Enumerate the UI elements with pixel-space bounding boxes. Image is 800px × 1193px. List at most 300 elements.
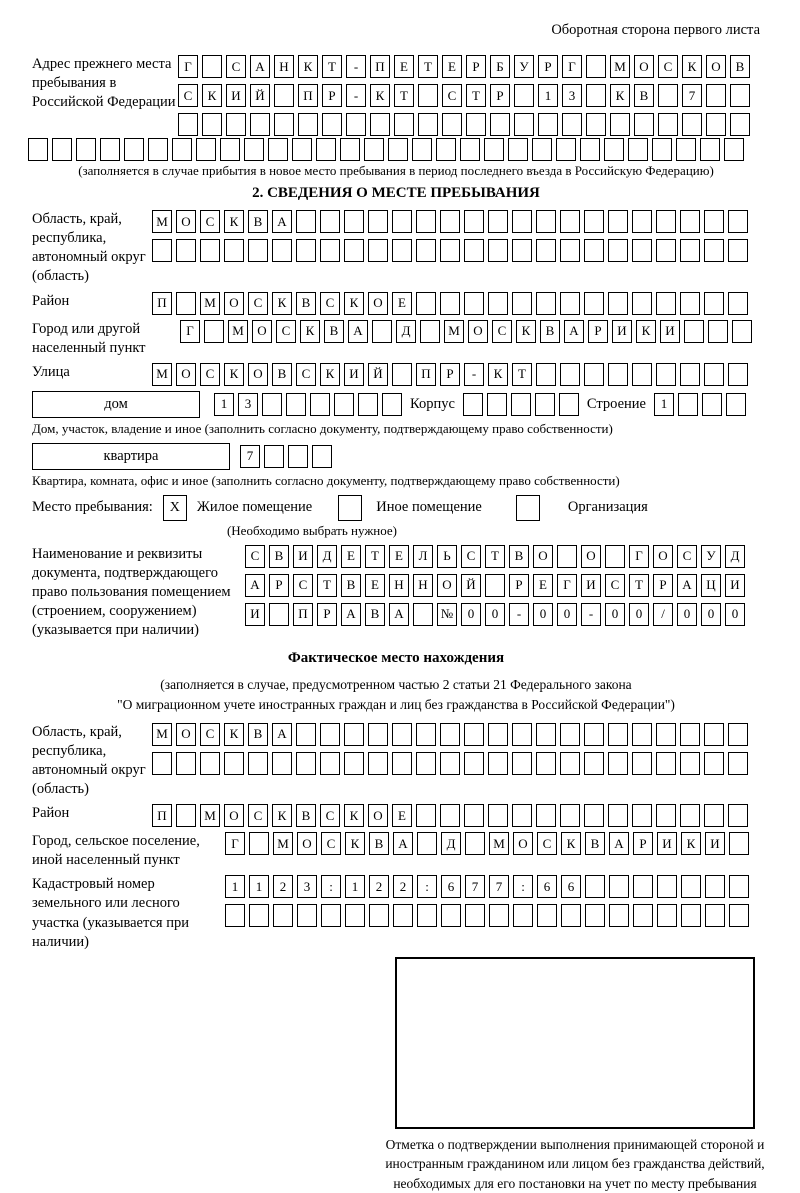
char-box[interactable] (368, 210, 388, 233)
char-box[interactable]: И (344, 363, 364, 386)
char-box[interactable] (560, 239, 580, 262)
char-box[interactable]: Д (725, 545, 745, 568)
char-box[interactable] (656, 804, 676, 827)
other-premises-checkbox[interactable] (338, 495, 362, 521)
char-box[interactable] (536, 752, 556, 775)
char-box[interactable]: - (346, 55, 366, 78)
char-box[interactable] (512, 292, 532, 315)
char-box[interactable]: А (272, 723, 292, 746)
char-box[interactable]: 2 (393, 875, 413, 898)
char-box[interactable]: 1 (249, 875, 269, 898)
char-box[interactable]: Р (322, 84, 342, 107)
char-box[interactable] (272, 752, 292, 775)
char-box[interactable] (392, 723, 412, 746)
char-box[interactable] (346, 113, 366, 136)
char-box[interactable] (441, 904, 461, 927)
char-box[interactable] (76, 138, 96, 161)
cadastre-row-2[interactable] (225, 904, 749, 927)
char-box[interactable]: О (437, 574, 457, 597)
char-box[interactable] (538, 113, 558, 136)
char-box[interactable] (512, 723, 532, 746)
char-box[interactable] (274, 113, 294, 136)
char-box[interactable] (657, 904, 677, 927)
char-box[interactable] (440, 210, 460, 233)
char-box[interactable] (562, 113, 582, 136)
char-box[interactable] (249, 904, 269, 927)
actual-region-row-2[interactable] (152, 752, 748, 775)
char-box[interactable] (632, 363, 652, 386)
char-box[interactable] (610, 113, 630, 136)
char-box[interactable]: С (321, 832, 341, 855)
char-box[interactable]: Т (317, 574, 337, 597)
char-box[interactable]: С (320, 804, 340, 827)
char-box[interactable] (420, 320, 440, 343)
char-box[interactable] (464, 239, 484, 262)
char-box[interactable]: Й (461, 574, 481, 597)
char-box[interactable] (344, 752, 364, 775)
char-box[interactable]: С (200, 723, 220, 746)
char-box[interactable]: П (416, 363, 436, 386)
char-box[interactable] (512, 210, 532, 233)
char-box[interactable]: О (533, 545, 553, 568)
char-box[interactable] (704, 363, 724, 386)
char-box[interactable]: И (293, 545, 313, 568)
char-box[interactable]: Т (485, 545, 505, 568)
char-box[interactable] (418, 84, 438, 107)
char-box[interactable] (176, 292, 196, 315)
char-box[interactable] (680, 210, 700, 233)
char-box[interactable] (465, 904, 485, 927)
char-box[interactable] (442, 113, 462, 136)
char-box[interactable]: Ц (701, 574, 721, 597)
char-box[interactable] (250, 113, 270, 136)
char-box[interactable] (561, 904, 581, 927)
cadastre-row-1[interactable] (225, 875, 749, 898)
residential-checkbox[interactable]: X (163, 495, 187, 521)
char-box[interactable]: 7 (489, 875, 509, 898)
char-box[interactable] (268, 138, 288, 161)
char-box[interactable] (536, 292, 556, 315)
char-box[interactable]: С (492, 320, 512, 343)
char-box[interactable] (678, 393, 698, 416)
char-box[interactable]: Т (418, 55, 438, 78)
char-box[interactable]: Д (317, 545, 337, 568)
char-box[interactable]: 1 (214, 393, 234, 416)
char-box[interactable] (226, 113, 246, 136)
char-box[interactable] (700, 138, 720, 161)
char-box[interactable]: В (540, 320, 560, 343)
prev-address-row-2[interactable] (178, 84, 750, 107)
char-box[interactable]: / (653, 603, 673, 626)
char-box[interactable]: А (348, 320, 368, 343)
char-box[interactable] (704, 723, 724, 746)
char-box[interactable]: С (537, 832, 557, 855)
char-box[interactable] (604, 138, 624, 161)
char-box[interactable] (340, 138, 360, 161)
region-row-2[interactable] (152, 239, 748, 262)
char-box[interactable]: Е (389, 545, 409, 568)
char-box[interactable] (680, 804, 700, 827)
char-box[interactable] (728, 210, 748, 233)
char-box[interactable] (512, 752, 532, 775)
char-box[interactable] (488, 752, 508, 775)
char-box[interactable]: 1 (654, 393, 674, 416)
char-box[interactable] (345, 904, 365, 927)
char-box[interactable] (681, 875, 701, 898)
char-box[interactable]: - (464, 363, 484, 386)
char-box[interactable]: И (226, 84, 246, 107)
char-box[interactable] (320, 210, 340, 233)
char-box[interactable] (286, 393, 306, 416)
char-box[interactable]: Т (394, 84, 414, 107)
char-box[interactable]: А (609, 832, 629, 855)
char-box[interactable]: О (252, 320, 272, 343)
char-box[interactable] (584, 752, 604, 775)
char-box[interactable] (536, 239, 556, 262)
char-box[interactable]: Н (389, 574, 409, 597)
char-box[interactable]: Д (396, 320, 416, 343)
char-box[interactable]: - (509, 603, 529, 626)
char-box[interactable]: С (658, 55, 678, 78)
char-box[interactable]: В (248, 210, 268, 233)
char-box[interactable] (560, 363, 580, 386)
char-box[interactable]: Е (341, 545, 361, 568)
char-box[interactable]: Г (225, 832, 245, 855)
char-box[interactable]: С (200, 363, 220, 386)
char-box[interactable] (512, 239, 532, 262)
char-box[interactable] (585, 875, 605, 898)
char-box[interactable]: О (634, 55, 654, 78)
char-box[interactable] (728, 239, 748, 262)
char-box[interactable]: Т (322, 55, 342, 78)
char-box[interactable]: 1 (345, 875, 365, 898)
char-box[interactable] (316, 138, 336, 161)
char-box[interactable] (508, 138, 528, 161)
char-box[interactable]: П (152, 292, 172, 315)
char-box[interactable]: В (296, 804, 316, 827)
char-box[interactable] (220, 138, 240, 161)
char-box[interactable]: Е (533, 574, 553, 597)
char-box[interactable]: П (370, 55, 390, 78)
char-box[interactable] (560, 804, 580, 827)
char-box[interactable]: Р (633, 832, 653, 855)
char-box[interactable]: К (345, 832, 365, 855)
char-box[interactable]: Е (365, 574, 385, 597)
char-box[interactable] (200, 239, 220, 262)
char-box[interactable] (628, 138, 648, 161)
char-box[interactable]: В (369, 832, 389, 855)
char-box[interactable] (436, 138, 456, 161)
char-box[interactable] (586, 113, 606, 136)
char-box[interactable] (608, 723, 628, 746)
char-box[interactable]: В (730, 55, 750, 78)
char-box[interactable] (416, 292, 436, 315)
char-box[interactable] (514, 113, 534, 136)
char-box[interactable] (657, 875, 677, 898)
char-box[interactable]: С (245, 545, 265, 568)
char-box[interactable] (320, 239, 340, 262)
char-box[interactable] (608, 239, 628, 262)
char-box[interactable]: Р (466, 55, 486, 78)
char-box[interactable]: К (561, 832, 581, 855)
char-box[interactable] (292, 138, 312, 161)
char-box[interactable] (264, 445, 284, 468)
char-box[interactable] (273, 904, 293, 927)
char-box[interactable] (440, 292, 460, 315)
char-box[interactable]: Р (653, 574, 673, 597)
char-box[interactable]: 7 (240, 445, 260, 468)
char-box[interactable]: М (610, 55, 630, 78)
char-box[interactable] (274, 84, 294, 107)
char-box[interactable] (322, 113, 342, 136)
char-box[interactable] (418, 113, 438, 136)
char-box[interactable] (728, 752, 748, 775)
char-box[interactable]: В (365, 603, 385, 626)
char-box[interactable]: Н (274, 55, 294, 78)
char-box[interactable] (416, 210, 436, 233)
char-box[interactable]: 0 (533, 603, 553, 626)
char-box[interactable]: 6 (537, 875, 557, 898)
char-box[interactable] (514, 84, 534, 107)
char-box[interactable] (680, 723, 700, 746)
char-box[interactable] (394, 113, 414, 136)
char-box[interactable]: 3 (238, 393, 258, 416)
char-box[interactable] (296, 210, 316, 233)
char-box[interactable] (488, 292, 508, 315)
char-box[interactable] (560, 752, 580, 775)
char-box[interactable]: С (248, 292, 268, 315)
char-box[interactable]: О (176, 210, 196, 233)
char-box[interactable]: 0 (557, 603, 577, 626)
char-box[interactable] (586, 84, 606, 107)
char-box[interactable]: 0 (605, 603, 625, 626)
apartment-cells[interactable] (240, 445, 332, 468)
char-box[interactable]: А (250, 55, 270, 78)
char-box[interactable] (536, 804, 556, 827)
char-box[interactable] (608, 210, 628, 233)
char-box[interactable] (52, 138, 72, 161)
char-box[interactable]: А (677, 574, 697, 597)
prev-address-row-4[interactable] (28, 138, 760, 161)
char-box[interactable] (632, 292, 652, 315)
char-box[interactable]: 7 (682, 84, 702, 107)
char-box[interactable]: И (612, 320, 632, 343)
char-box[interactable]: 3 (562, 84, 582, 107)
char-box[interactable]: А (389, 603, 409, 626)
char-box[interactable]: С (248, 804, 268, 827)
char-box[interactable] (656, 239, 676, 262)
char-box[interactable]: М (444, 320, 464, 343)
char-box[interactable]: Р (588, 320, 608, 343)
char-box[interactable]: О (368, 292, 388, 315)
char-box[interactable] (728, 723, 748, 746)
char-box[interactable] (658, 113, 678, 136)
char-box[interactable]: Г (629, 545, 649, 568)
char-box[interactable]: О (176, 363, 196, 386)
char-box[interactable]: 2 (369, 875, 389, 898)
prev-address-row-3[interactable] (178, 113, 750, 136)
char-box[interactable] (202, 55, 222, 78)
char-box[interactable] (658, 84, 678, 107)
char-box[interactable]: И (657, 832, 677, 855)
char-box[interactable] (580, 138, 600, 161)
char-box[interactable]: Р (509, 574, 529, 597)
char-box[interactable] (726, 393, 746, 416)
char-box[interactable] (204, 320, 224, 343)
char-box[interactable]: : (513, 875, 533, 898)
char-box[interactable] (368, 239, 388, 262)
char-box[interactable]: - (581, 603, 601, 626)
document-row-3[interactable] (245, 603, 745, 626)
char-box[interactable] (296, 239, 316, 262)
char-box[interactable] (310, 393, 330, 416)
char-box[interactable] (372, 320, 392, 343)
char-box[interactable]: П (293, 603, 313, 626)
char-box[interactable] (732, 320, 752, 343)
char-box[interactable] (608, 363, 628, 386)
char-box[interactable] (704, 752, 724, 775)
char-box[interactable] (605, 545, 625, 568)
char-box[interactable] (584, 723, 604, 746)
char-box[interactable] (485, 574, 505, 597)
char-box[interactable] (368, 752, 388, 775)
char-box[interactable]: Р (269, 574, 289, 597)
char-box[interactable]: С (178, 84, 198, 107)
char-box[interactable] (656, 723, 676, 746)
char-box[interactable]: Й (250, 84, 270, 107)
char-box[interactable]: М (200, 804, 220, 827)
char-box[interactable] (224, 752, 244, 775)
char-box[interactable] (392, 752, 412, 775)
char-box[interactable] (705, 875, 725, 898)
char-box[interactable] (368, 723, 388, 746)
district-row[interactable] (152, 292, 748, 315)
char-box[interactable] (320, 723, 340, 746)
char-box[interactable]: К (224, 363, 244, 386)
char-box[interactable]: В (248, 723, 268, 746)
char-box[interactable]: Ь (437, 545, 457, 568)
char-box[interactable] (370, 113, 390, 136)
char-box[interactable] (556, 138, 576, 161)
char-box[interactable] (728, 363, 748, 386)
char-box[interactable] (417, 904, 437, 927)
city-row[interactable] (180, 320, 752, 343)
char-box[interactable] (393, 904, 413, 927)
char-box[interactable]: К (682, 55, 702, 78)
char-box[interactable] (334, 393, 354, 416)
char-box[interactable] (412, 138, 432, 161)
char-box[interactable] (176, 752, 196, 775)
char-box[interactable]: А (341, 603, 361, 626)
char-box[interactable]: О (653, 545, 673, 568)
char-box[interactable]: С (605, 574, 625, 597)
char-box[interactable]: В (341, 574, 361, 597)
char-box[interactable]: С (226, 55, 246, 78)
char-box[interactable] (392, 363, 412, 386)
char-box[interactable] (369, 904, 389, 927)
char-box[interactable] (680, 292, 700, 315)
char-box[interactable] (466, 113, 486, 136)
char-box[interactable]: О (297, 832, 317, 855)
char-box[interactable] (176, 239, 196, 262)
char-box[interactable] (244, 138, 264, 161)
char-box[interactable] (633, 904, 653, 927)
char-box[interactable] (488, 210, 508, 233)
region-row-1[interactable] (152, 210, 748, 233)
char-box[interactable]: Р (490, 84, 510, 107)
char-box[interactable]: К (488, 363, 508, 386)
char-box[interactable]: С (293, 574, 313, 597)
char-box[interactable] (248, 239, 268, 262)
char-box[interactable]: Р (440, 363, 460, 386)
char-box[interactable] (487, 393, 507, 416)
char-box[interactable] (584, 804, 604, 827)
char-box[interactable] (704, 210, 724, 233)
char-box[interactable]: 7 (465, 875, 485, 898)
char-box[interactable]: К (344, 804, 364, 827)
char-box[interactable]: Г (557, 574, 577, 597)
char-box[interactable]: М (152, 723, 172, 746)
char-box[interactable]: Г (562, 55, 582, 78)
char-box[interactable]: : (321, 875, 341, 898)
char-box[interactable] (728, 292, 748, 315)
char-box[interactable] (634, 113, 654, 136)
char-box[interactable]: С (320, 292, 340, 315)
char-box[interactable] (200, 752, 220, 775)
char-box[interactable]: Р (538, 55, 558, 78)
char-box[interactable]: Т (512, 363, 532, 386)
char-box[interactable]: П (152, 804, 172, 827)
char-box[interactable]: М (152, 210, 172, 233)
char-box[interactable] (632, 804, 652, 827)
char-box[interactable] (702, 393, 722, 416)
house-number-cells[interactable] (214, 393, 402, 416)
char-box[interactable]: К (344, 292, 364, 315)
char-box[interactable] (312, 445, 332, 468)
char-box[interactable]: М (200, 292, 220, 315)
char-box[interactable]: О (468, 320, 488, 343)
char-box[interactable] (484, 138, 504, 161)
char-box[interactable]: К (272, 804, 292, 827)
char-box[interactable] (511, 393, 531, 416)
char-box[interactable]: В (585, 832, 605, 855)
char-box[interactable] (632, 752, 652, 775)
char-box[interactable]: Д (441, 832, 461, 855)
char-box[interactable] (28, 138, 48, 161)
char-box[interactable]: Г (178, 55, 198, 78)
char-box[interactable]: О (513, 832, 533, 855)
char-box[interactable]: 0 (629, 603, 649, 626)
char-box[interactable] (202, 113, 222, 136)
char-box[interactable] (464, 804, 484, 827)
char-box[interactable]: О (581, 545, 601, 568)
char-box[interactable] (584, 363, 604, 386)
char-box[interactable] (535, 393, 555, 416)
char-box[interactable] (608, 292, 628, 315)
char-box[interactable] (296, 752, 316, 775)
char-box[interactable] (680, 752, 700, 775)
char-box[interactable] (560, 210, 580, 233)
organization-checkbox[interactable] (516, 495, 540, 521)
char-box[interactable] (684, 320, 704, 343)
char-box[interactable]: С (200, 210, 220, 233)
char-box[interactable] (488, 804, 508, 827)
char-box[interactable] (344, 210, 364, 233)
char-box[interactable]: У (514, 55, 534, 78)
char-box[interactable]: Л (413, 545, 433, 568)
char-box[interactable] (536, 210, 556, 233)
char-box[interactable] (392, 239, 412, 262)
